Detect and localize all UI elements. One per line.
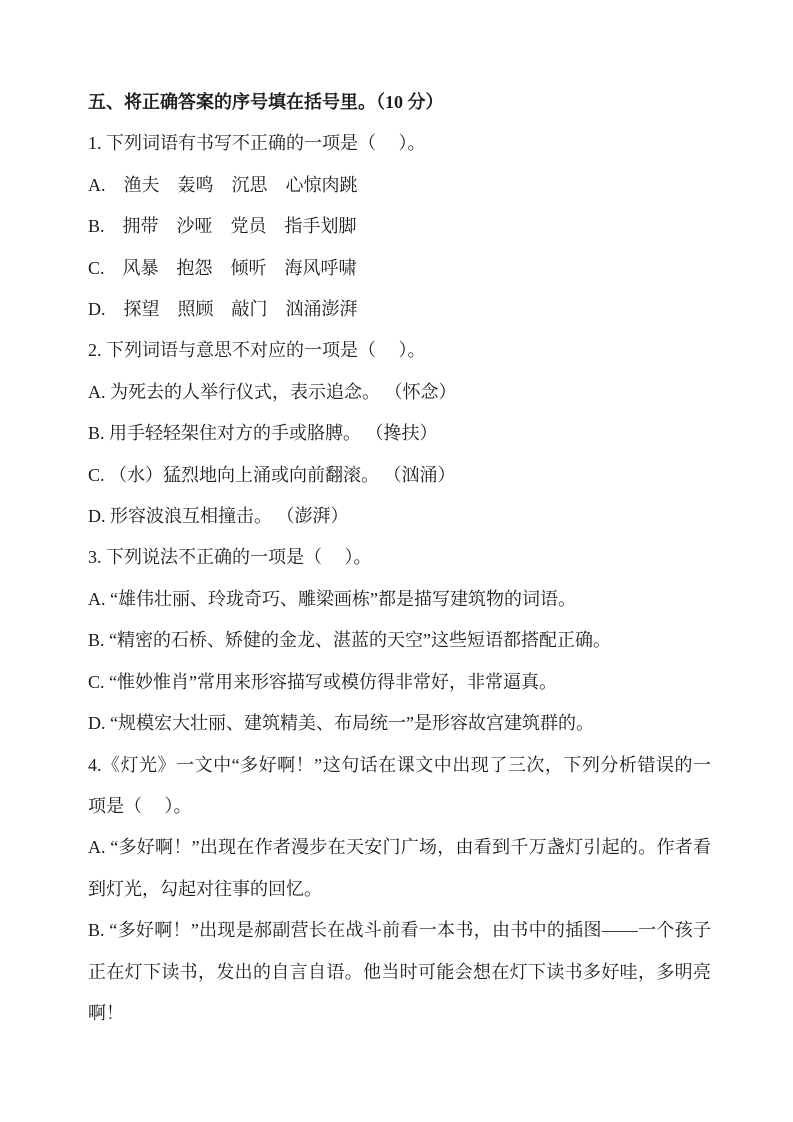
question-2-option-a: A. 为死去的人举行仪式，表示追念。 （怀念） — [88, 381, 457, 402]
question-1-stem: 1. 下列词语有书写不正确的一项是（ ）。 — [88, 133, 426, 154]
question-2-option-b: B. 用手轻轻架住对方的手或胳膊。 （搀扶） — [88, 423, 438, 444]
question-3-option-c: C. “惟妙惟肖”常用来形容描写或模仿得非常好，非常逼真。 — [88, 671, 557, 692]
question-4-stem: 4.《灯光》一文中“多好啊！”这句话在课文中出现了三次，下列分析错误的一项是（ ）。 — [88, 754, 711, 816]
question-1-option-d: D. 探望 照顾 敲门 汹涌澎湃 — [88, 299, 358, 320]
question-3-option-b: B. “精密的石桥、矫健的金龙、湛蓝的天空”这些短语都搭配正确。 — [88, 630, 611, 651]
question-1-option-b: B. 拥带 沙哑 党员 指手划脚 — [88, 216, 357, 237]
question-3-option-a: A. “雄伟壮丽、玲珑奇巧、雕梁画栋”都是描写建筑物的词语。 — [88, 588, 576, 609]
question-4-option-a: A. “多好啊！”出现在作者漫步在天安门广场，由看到千万盏灯引起的。作者看到灯光，勾起对往事的回忆。 — [88, 837, 711, 899]
question-2-option-c: C. （水）猛烈地向上涌或向前翻滚。 （汹涌） — [88, 464, 456, 485]
question-3-option-d: D. “规模宏大壮丽、建筑精美、布局统一”是形容故宫建筑群的。 — [88, 713, 594, 734]
question-1-option-c: C. 风暴 抱怨 倾听 海风呼啸 — [88, 257, 357, 278]
question-2-option-d: D. 形容波浪互相撞击。 （澎湃） — [88, 506, 349, 527]
question-2-stem: 2. 下列词语与意思不对应的一项是（ ）。 — [88, 340, 426, 361]
question-4-option-b: B. “多好啊！”出现是郝副营长在战斗前看一本书，由书中的插图——一个孩子正在灯下读书，发出的自言自语。他当时可能会想在灯下读书多好哇，多明亮啊！ — [88, 920, 711, 1023]
question-3-stem: 3. 下列说法不正确的一项是（ ）。 — [88, 547, 372, 568]
section-title: 五、将正确答案的序号填在括号里。（10 分） — [88, 92, 444, 112]
question-1-option-a: A. 渔夫 轰鸣 沉思 心惊肉跳 — [88, 174, 358, 195]
